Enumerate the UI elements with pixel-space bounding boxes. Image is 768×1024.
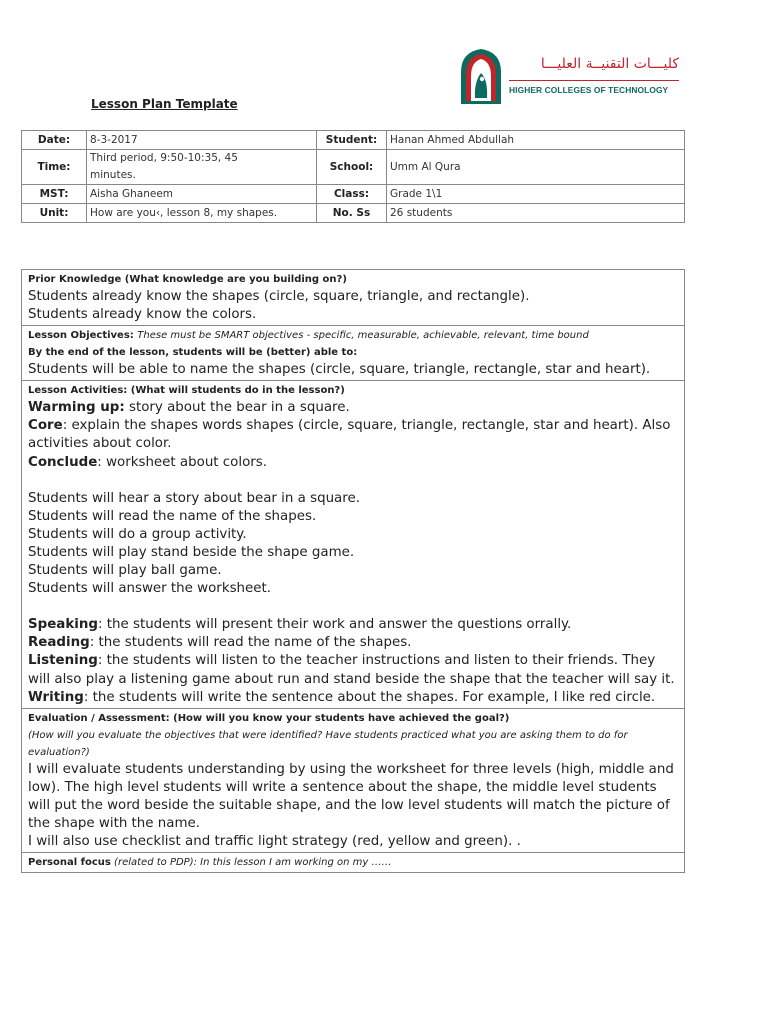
step-6: Students will answer the worksheet. xyxy=(28,581,272,597)
student-value: Hanan Ahmed Abdullah xyxy=(387,131,685,150)
noss-label: No. Ss xyxy=(317,204,387,223)
logo-rule xyxy=(509,80,679,81)
time-line-1: Third period, 9:50-10:35, 45 xyxy=(90,152,238,164)
objectives-heading xyxy=(28,327,678,344)
personal-heading-text: Personal focus xyxy=(28,857,111,869)
prior-knowledge-cell xyxy=(22,270,685,326)
step-3: Students will do a group activity. xyxy=(28,526,247,542)
time-line-2: minutes. xyxy=(90,169,136,181)
personal-note: (related to PDP): In this lesson I am working on my …… xyxy=(110,857,392,869)
personal-focus-heading xyxy=(28,854,678,871)
evaluation-heading: Evaluation / Assessment: (How will you know your students have achieved the goal?) xyxy=(28,712,510,724)
evaluation-text-1: I will evaluate students understanding by using the worksheet for three levels (high, middle and low). The high level students will write a sentence about the shape, the middle level students will put the word beside the suitable shape, and the low level students will match the picture of the shape with the name. xyxy=(28,761,674,831)
student-label: Student: xyxy=(317,131,387,150)
activities-heading: Lesson Activities: (What will students do in the lesson?) xyxy=(28,385,345,397)
noss-value: 26 students xyxy=(387,204,685,223)
step-4: Students will play stand beside the shape game. xyxy=(28,544,355,560)
hct-logo xyxy=(457,46,687,106)
prior-question-text: What knowledge are you building on?) xyxy=(129,274,347,285)
objectives-text: Students will be able to name the shapes (circle, square, triangle, rectangle, star and heart). xyxy=(28,362,651,378)
evaluation-note: (How will you evaluate the objectives that were identified? Have students practiced what you are asking them to do for evaluation?) xyxy=(28,729,628,758)
speaking-text: : the students will present their work and answer the questions orrally. xyxy=(97,617,572,633)
conclude-line xyxy=(28,454,678,472)
spacer xyxy=(28,472,678,490)
lesson-plan-table xyxy=(21,269,685,873)
mst-value: Aisha Ghaneem xyxy=(87,185,317,204)
unit-label: Unit: xyxy=(22,204,87,223)
step-1: Students will hear a story about bear in a square. xyxy=(28,490,360,506)
warmup-text: story about the bear in a square. xyxy=(124,400,350,416)
reading-line xyxy=(28,634,678,652)
core-text: : explain the shapes words shapes (circle, square, triangle, rectangle, star and heart). Also activities about color. xyxy=(28,418,671,452)
writing-label: Writing xyxy=(28,689,84,705)
date-label: Date: xyxy=(22,131,87,150)
reading-text: : the students will read the name of the shapes. xyxy=(89,635,412,651)
warmup-line xyxy=(28,399,678,417)
prior-heading-text: Prior Knowledge ( xyxy=(28,274,130,285)
step-2: Students will read the name of the shapes. xyxy=(28,508,317,524)
objectives-cell xyxy=(22,326,685,381)
objectives-heading-text: Lesson Objectives: xyxy=(28,330,134,342)
personal-focus-cell xyxy=(22,853,685,873)
speaking-line xyxy=(28,616,678,634)
class-value: Grade 1\1 xyxy=(387,185,685,204)
time-value xyxy=(87,150,317,185)
school-label: School: xyxy=(317,150,387,185)
prior-line-1: Students already know the shapes (circle, square, triangle, and rectangle). xyxy=(28,289,530,304)
writing-line xyxy=(28,689,678,707)
spacer xyxy=(28,598,678,616)
reading-label: Reading xyxy=(28,635,90,651)
logo-arabic-text: كليـــات التقنيــة العليـــا xyxy=(540,56,679,72)
prior-knowledge-heading xyxy=(28,271,678,288)
lesson-info-table xyxy=(21,130,685,223)
conclude-text: : worksheet about colors. xyxy=(97,454,268,470)
school-value: Umm Al Qura xyxy=(387,150,685,185)
core-line xyxy=(28,417,678,453)
listening-label: Listening xyxy=(28,653,98,669)
unit-value: How are you‹, lesson 8, my shapes. xyxy=(87,204,317,223)
prior-line-2: Students already know the colors. xyxy=(28,307,257,323)
objectives-subheading: By the end of the lesson, students will be (better) able to: xyxy=(28,347,358,359)
step-5: Students will play ball game. xyxy=(28,563,222,579)
mst-label: MST: xyxy=(22,185,87,204)
core-label: Core xyxy=(28,418,63,434)
hct-emblem-icon xyxy=(457,46,507,106)
evaluation-cell xyxy=(22,708,685,852)
document-title: Lesson Plan Template xyxy=(91,97,238,111)
listening-text: : the students will listen to the teacher instructions and listen to their friends. They will also play a listening game about run and stand beside the shape that the teacher will say it. xyxy=(28,653,675,687)
evaluation-text-2: I will also use checklist and traffic light strategy (red, yellow and green). . xyxy=(28,834,521,850)
speaking-label: Speaking xyxy=(28,617,98,633)
warmup-label: Warming up: xyxy=(28,400,125,416)
activities-cell xyxy=(22,381,685,708)
logo-english-text: HIGHER COLLEGES OF TECHNOLOGY xyxy=(509,85,669,95)
writing-text: : the students will write the sentence about the shapes. For example, I like red circle. xyxy=(83,689,656,705)
listening-line xyxy=(28,652,678,688)
objectives-note: These must be SMART objectives - specific, measurable, achievable, relevant, time bound xyxy=(137,330,589,342)
conclude-label: Conclude xyxy=(28,454,98,470)
class-label: Class: xyxy=(317,185,387,204)
date-value: 8-3-2017 xyxy=(87,131,317,150)
time-label: Time: xyxy=(22,150,87,185)
